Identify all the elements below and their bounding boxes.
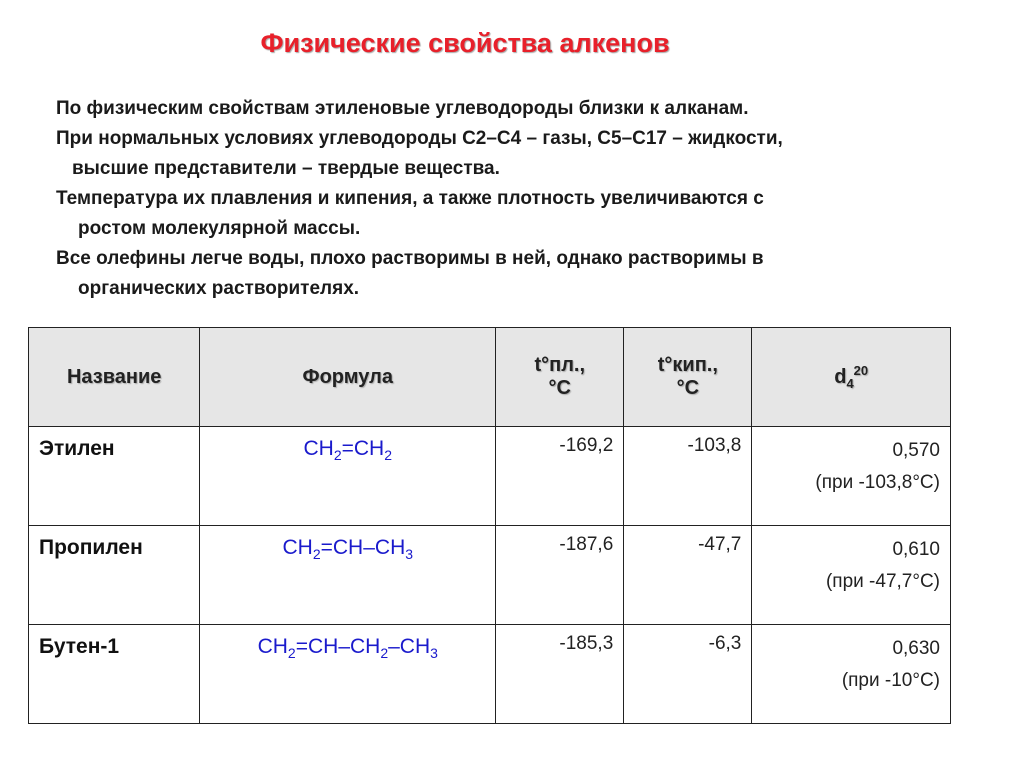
table-row [29,625,951,724]
formula-part: =CH [341,437,385,460]
paragraph-4 [56,244,956,304]
header-boiling-line-2: °C [676,377,700,399]
paragraph-3 [56,184,956,244]
formula-subscript: 2 [333,447,342,463]
header-density-sub: 4 [846,376,854,391]
melting-point-value: -185,3 [496,625,624,724]
boiling-point-value: -103,8 [624,427,752,526]
paragraph-4-line-2: органических растворителях. [78,278,360,299]
compound-name: Бутен-1 [29,625,200,724]
compound-name: Пропилен [29,526,200,625]
header-density-sup: 20 [853,363,869,378]
density-cell [752,625,951,724]
header-melting-point [496,328,624,427]
header-melting-line-2: °C [548,377,571,399]
formula-part: –CH [388,635,431,658]
density-value: 0,630 [892,638,940,659]
density-condition: (при -10°C) [841,670,940,691]
density-value: 0,610 [892,539,940,560]
page-title: Физические свойства алкенов [260,28,670,58]
header-density [752,328,951,427]
header-density-label [834,363,868,391]
boiling-point-value: -6,3 [624,625,752,724]
header-melting-label [534,354,585,400]
intro-text [56,94,956,304]
table-header [29,328,951,427]
table-row [29,427,951,526]
melting-point-value: -187,6 [496,526,624,625]
paragraph-1 [56,94,956,124]
formula-subscript: 2 [312,546,321,562]
table-body [29,427,951,724]
formula-part: =CH–CH [320,536,406,559]
alkene-properties-table [28,327,951,724]
paragraph-4-line-1: Все олефины легче воды, плохо растворимы в ней, однако растворимы в [56,248,764,269]
header-boiling-label [658,354,718,400]
density-condition: (при -47,7°C) [825,571,940,592]
header-boiling-point [624,328,752,427]
paragraph-2-line-1: При нормальных условиях углеводороды С2–С4 – газы, С5–С17 – жидкости, [56,128,783,149]
density-cell [752,427,951,526]
header-density-base: d [834,366,847,388]
paragraph-3-line-1: Температура их плавления и кипения, а также плотность увеличиваются с [56,188,764,209]
density-condition: (при -103,8°C) [815,472,940,493]
paragraph-1-line-1: По физическим свойствам этиленовые углеводороды близки к алканам. [56,98,749,119]
formula-subscript: 2 [380,645,389,661]
formula-part: CH [282,536,313,559]
header-row [29,328,951,427]
formula-part: =CH–CH [295,635,381,658]
header-boiling-line-1: t°кип., [657,354,718,376]
compound-formula [200,526,496,625]
header-name-label: Название [66,365,162,388]
density-cell [752,526,951,625]
formula-part: CH [257,635,288,658]
header-formula [200,328,496,427]
compound-formula [200,625,496,724]
formula-subscript: 2 [384,447,393,463]
formula-subscript: 3 [430,645,438,661]
header-formula-label: Формула [302,365,393,388]
paragraph-3-line-2: ростом молекулярной массы. [78,218,361,239]
compound-formula [200,427,496,526]
compound-name: Этилен [29,427,200,526]
header-name [29,328,200,427]
melting-point-value: -169,2 [496,427,624,526]
formula-subscript: 3 [405,546,414,562]
table-row [29,526,951,625]
paragraph-2 [56,124,956,184]
header-melting-line-1: t°пл., [534,354,586,376]
formula-part: CH [303,437,334,460]
paragraph-2-line-2: высшие представители – твердые вещества. [72,158,500,179]
density-value: 0,570 [892,440,940,461]
boiling-point-value: -47,7 [624,526,752,625]
formula-subscript: 2 [287,645,296,661]
